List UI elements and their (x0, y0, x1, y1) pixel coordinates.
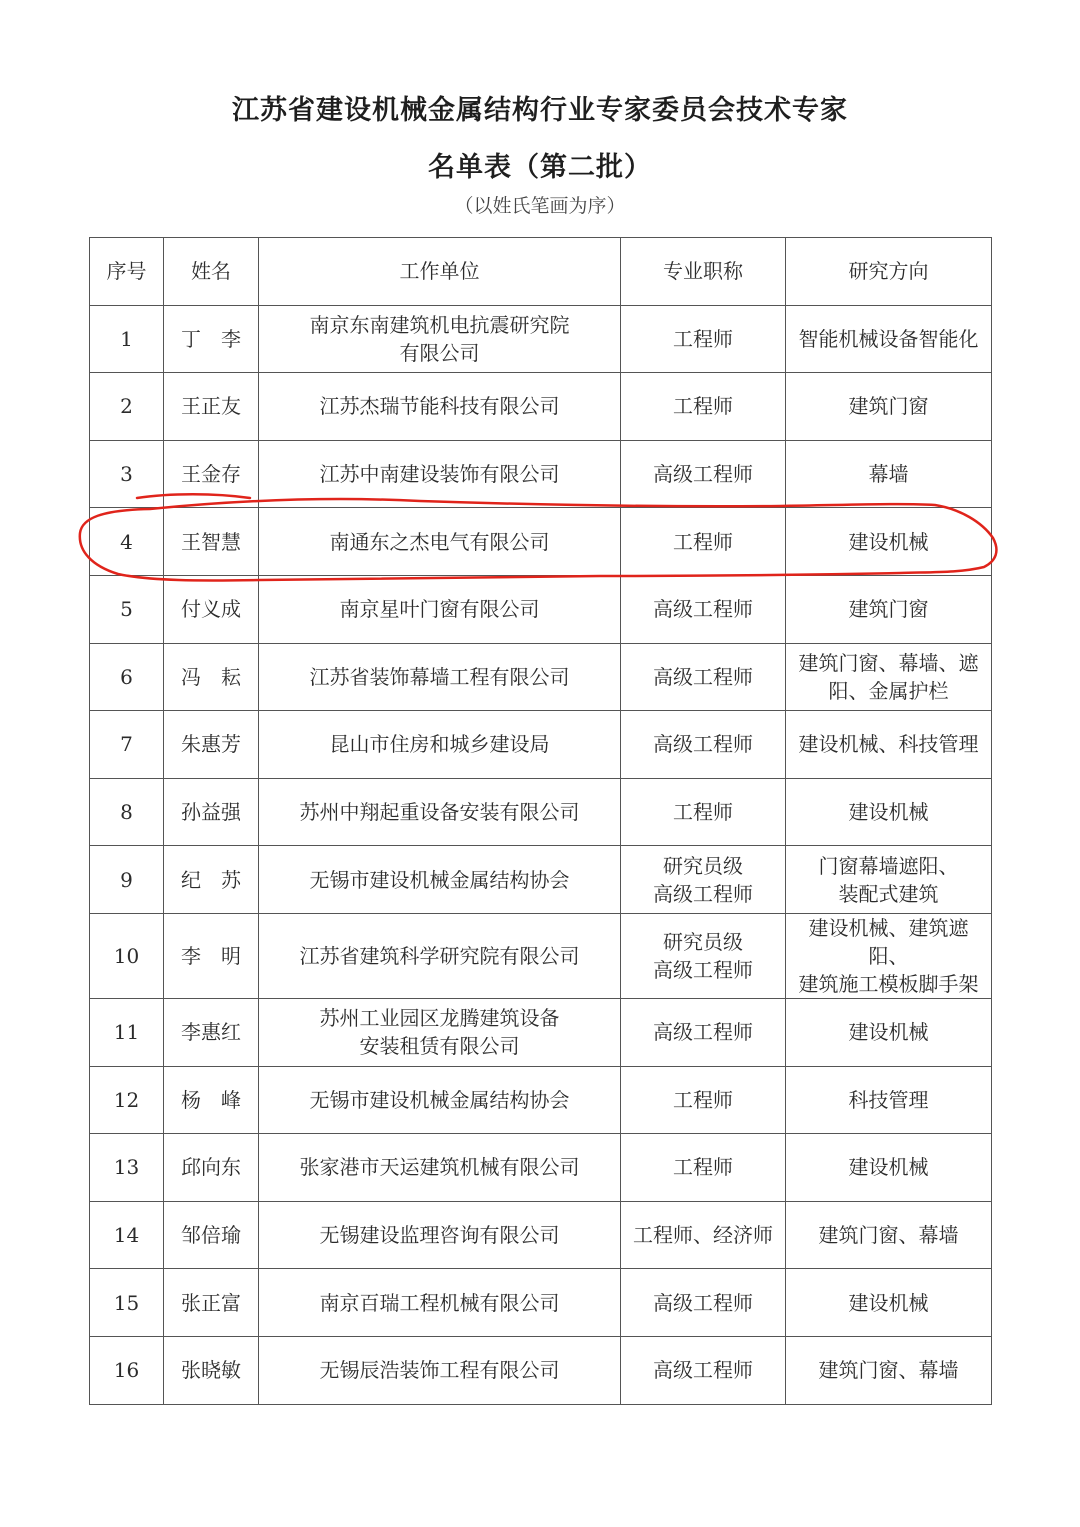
table-row (90, 643, 992, 711)
cell-title: 工程师 (621, 508, 786, 576)
table-header-row (90, 238, 992, 306)
cell-unit: 江苏杰瑞节能科技有限公司 (259, 373, 621, 441)
table-row (90, 1336, 992, 1404)
cell-no: 6 (90, 643, 164, 711)
cell-name: 纪 苏 (164, 846, 259, 914)
cell-no: 2 (90, 373, 164, 441)
table-row (90, 846, 992, 914)
cell-unit: 南京百瑞工程机械有限公司 (259, 1269, 621, 1337)
cell-title: 工程师 (621, 305, 786, 373)
table-row (90, 1066, 992, 1134)
cell-field: 建设机械 (786, 778, 992, 846)
cell-field: 建设机械 (786, 508, 992, 576)
cell-field: 建设机械 (786, 1134, 992, 1202)
document-title-line2: 名单表（第二批） (428, 152, 652, 183)
cell-title: 研究员级 高级工程师 (621, 913, 786, 998)
table-row (90, 305, 992, 373)
table-row (90, 373, 992, 441)
cell-title: 工程师、经济师 (621, 1201, 786, 1269)
cell-no: 10 (90, 913, 164, 998)
table-row (90, 778, 992, 846)
header-title: 专业职称 (621, 238, 786, 306)
cell-name: 李 明 (164, 913, 259, 998)
cell-name: 邹倍瑜 (164, 1201, 259, 1269)
table-row (90, 711, 992, 779)
cell-unit: 江苏省建筑科学研究院有限公司 (259, 913, 621, 998)
cell-unit: 无锡建设监理咨询有限公司 (259, 1201, 621, 1269)
cell-unit: 张家港市天运建筑机械有限公司 (259, 1134, 621, 1202)
cell-field: 建筑门窗 (786, 373, 992, 441)
cell-unit: 南京东南建筑机电抗震研究院 有限公司 (259, 305, 621, 373)
cell-no: 15 (90, 1269, 164, 1337)
cell-name: 李惠红 (164, 998, 259, 1066)
header-field: 研究方向 (786, 238, 992, 306)
cell-unit: 无锡辰浩装饰工程有限公司 (259, 1336, 621, 1404)
cell-name: 孙益强 (164, 778, 259, 846)
table-body (90, 305, 992, 1404)
cell-title: 高级工程师 (621, 575, 786, 643)
cell-title: 高级工程师 (621, 711, 786, 779)
expert-roster-table (89, 237, 992, 1405)
table-row (90, 508, 992, 576)
cell-unit: 苏州中翔起重设备安装有限公司 (259, 778, 621, 846)
cell-field: 智能机械设备智能化 (786, 305, 992, 373)
cell-field: 门窗幕墙遮阳、 装配式建筑 (786, 846, 992, 914)
cell-name: 冯 耘 (164, 643, 259, 711)
cell-unit: 南通东之杰电气有限公司 (259, 508, 621, 576)
cell-unit: 江苏中南建设装饰有限公司 (259, 440, 621, 508)
cell-field: 建筑门窗 (786, 575, 992, 643)
cell-title: 高级工程师 (621, 643, 786, 711)
cell-no: 8 (90, 778, 164, 846)
cell-name: 付义成 (164, 575, 259, 643)
cell-no: 1 (90, 305, 164, 373)
cell-unit: 南京星叶门窗有限公司 (259, 575, 621, 643)
cell-name: 王正友 (164, 373, 259, 441)
table-row (90, 440, 992, 508)
cell-no: 9 (90, 846, 164, 914)
cell-no: 13 (90, 1134, 164, 1202)
cell-title: 高级工程师 (621, 1336, 786, 1404)
cell-name: 丁 李 (164, 305, 259, 373)
cell-field: 建筑门窗、幕墙、遮 阳、金属护栏 (786, 643, 992, 711)
document-title: 江苏省建设机械金属结构行业专家委员会技术专家 (232, 95, 848, 126)
cell-unit: 苏州工业园区龙腾建筑设备 安装租赁有限公司 (259, 998, 621, 1066)
cell-unit: 昆山市住房和城乡建设局 (259, 711, 621, 779)
cell-no: 3 (90, 440, 164, 508)
table-row (90, 575, 992, 643)
cell-field: 科技管理 (786, 1066, 992, 1134)
cell-field: 建设机械、建筑遮阳、 建筑施工模板脚手架 (786, 913, 992, 998)
cell-title: 工程师 (621, 1134, 786, 1202)
cell-no: 12 (90, 1066, 164, 1134)
cell-field: 幕墙 (786, 440, 992, 508)
cell-field: 建设机械 (786, 1269, 992, 1337)
cell-name: 朱惠芳 (164, 711, 259, 779)
cell-title: 工程师 (621, 373, 786, 441)
table-row (90, 998, 992, 1066)
cell-no: 14 (90, 1201, 164, 1269)
cell-name: 张正富 (164, 1269, 259, 1337)
cell-name: 王金存 (164, 440, 259, 508)
cell-name: 邱向东 (164, 1134, 259, 1202)
header-no: 序号 (90, 238, 164, 306)
cell-name: 张晓敏 (164, 1336, 259, 1404)
table-row (90, 1201, 992, 1269)
cell-no: 11 (90, 998, 164, 1066)
cell-title: 研究员级 高级工程师 (621, 846, 786, 914)
table-row (90, 1134, 992, 1202)
cell-no: 5 (90, 575, 164, 643)
cell-title: 工程师 (621, 778, 786, 846)
cell-field: 建设机械 (786, 998, 992, 1066)
cell-name: 王智慧 (164, 508, 259, 576)
cell-title: 高级工程师 (621, 440, 786, 508)
table-row (90, 913, 992, 998)
cell-unit: 无锡市建设机械金属结构协会 (259, 846, 621, 914)
header-unit: 工作单位 (259, 238, 621, 306)
cell-title: 工程师 (621, 1066, 786, 1134)
document-subtitle: （以姓氏笔画为序） (454, 195, 626, 217)
cell-field: 建筑门窗、幕墙 (786, 1336, 992, 1404)
cell-unit: 江苏省装饰幕墙工程有限公司 (259, 643, 621, 711)
header-name: 姓名 (164, 238, 259, 306)
table-row (90, 1269, 992, 1337)
cell-no: 16 (90, 1336, 164, 1404)
cell-no: 4 (90, 508, 164, 576)
cell-title: 高级工程师 (621, 998, 786, 1066)
cell-name: 杨 峰 (164, 1066, 259, 1134)
cell-no: 7 (90, 711, 164, 779)
cell-field: 建筑门窗、幕墙 (786, 1201, 992, 1269)
cell-unit: 无锡市建设机械金属结构协会 (259, 1066, 621, 1134)
cell-title: 高级工程师 (621, 1269, 786, 1337)
cell-field: 建设机械、科技管理 (786, 711, 992, 779)
